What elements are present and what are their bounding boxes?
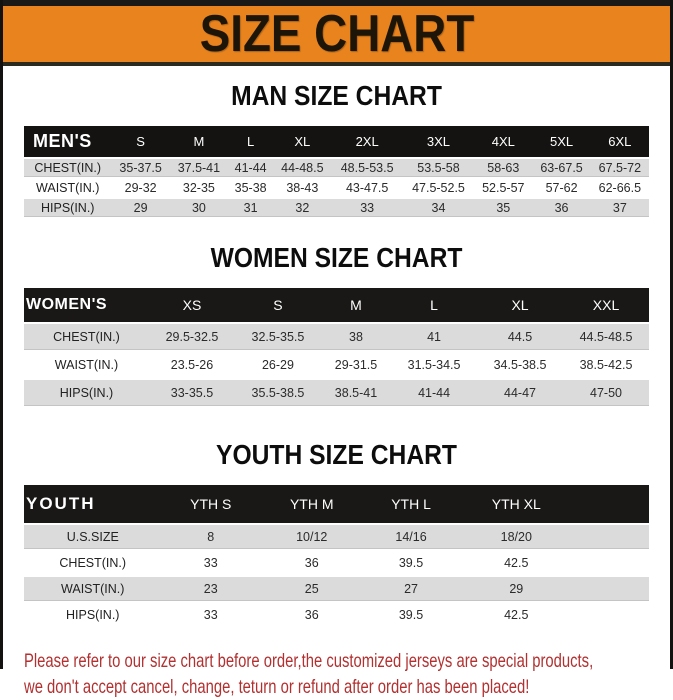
size-header-cell: XL [477,288,563,322]
measurement-value-cell: 33 [331,199,402,217]
row-filler-cell [574,577,649,601]
measurement-label-cell: U.S.SIZE [24,525,162,549]
measurement-label-cell: WAIST(IN.) [24,352,149,378]
measurement-value-cell: 38.5-42.5 [563,352,649,378]
size-header-cell: XL [273,126,331,157]
measurement-value-cell: 34.5-38.5 [477,352,563,378]
measurement-value-cell: 23.5-26 [149,352,235,378]
measurement-row [24,159,649,177]
measurement-value-cell: 44-48.5 [273,159,331,177]
measurement-value-cell: 31 [228,199,273,217]
measurement-value-cell: 41-44 [228,159,273,177]
size-header-cell: L [391,288,477,322]
measurement-value-cell: 36 [532,199,590,217]
measurement-label-cell: CHEST(IN.) [24,551,162,575]
man-size-section [24,80,649,219]
measurement-row [24,352,649,378]
size-header-cell: 4XL [474,126,532,157]
women-section-heading: WOMEN SIZE CHART [210,242,463,273]
measurement-value-cell: 33 [162,603,260,627]
measurement-value-cell: 48.5-53.5 [331,159,402,177]
man-section-heading: MAN SIZE CHART [231,80,442,111]
measurement-value-cell: 44.5-48.5 [563,324,649,350]
measurement-value-cell: 38.5-41 [321,380,391,406]
measurement-label-cell: CHEST(IN.) [24,324,149,350]
measurement-value-cell: 32.5-35.5 [235,324,321,350]
order-policy-line-1: Please refer to our size chart before order,the customized jerseys are special products, [24,650,594,672]
youth-size-section [24,439,649,629]
measurement-value-cell: 42.5 [459,551,574,575]
measurement-row [24,324,649,350]
measurement-value-cell: 35 [474,199,532,217]
measurement-label-cell: CHEST(IN.) [24,159,112,177]
measurement-value-cell: 35.5-38.5 [235,380,321,406]
table-title-cell: YOUTH [24,485,162,523]
measurement-value-cell: 53.5-58 [403,159,474,177]
measurement-label-cell: HIPS(IN.) [24,380,149,406]
measurement-row [24,199,649,217]
measurement-value-cell: 63-67.5 [532,159,590,177]
size-header-cell: XXL [563,288,649,322]
measurement-value-cell: 39.5 [363,551,458,575]
header-filler-cell [574,485,649,523]
measurement-label-cell: WAIST(IN.) [24,577,162,601]
measurement-value-cell: 58-63 [474,159,532,177]
measurement-value-cell: 30 [170,199,228,217]
page-title: SIZE CHART [199,5,474,63]
measurement-value-cell: 23 [162,577,260,601]
measurement-value-cell: 18/20 [459,525,574,549]
measurement-value-cell: 29 [112,199,170,217]
measurement-value-cell: 52.5-57 [474,179,532,197]
measurement-row [24,577,649,601]
size-header-cell: M [321,288,391,322]
table-title-cell: MEN'S [24,126,112,157]
measurement-value-cell: 43-47.5 [331,179,402,197]
measurement-value-cell: 29-32 [112,179,170,197]
measurement-value-cell: 47.5-52.5 [403,179,474,197]
size-table-header-row [24,288,649,322]
measurement-value-cell: 47-50 [563,380,649,406]
youth-size-table [24,483,649,629]
measurement-row [24,603,649,627]
measurement-value-cell: 26-29 [235,352,321,378]
measurement-value-cell: 42.5 [459,603,574,627]
measurement-value-cell: 44.5 [477,324,563,350]
measurement-value-cell: 36 [260,551,364,575]
measurement-value-cell: 31.5-34.5 [391,352,477,378]
size-header-cell: S [112,126,170,157]
measurement-value-cell: 10/12 [260,525,364,549]
measurement-value-cell: 37 [591,199,649,217]
size-header-cell: YTH L [363,485,458,523]
measurement-value-cell: 29 [459,577,574,601]
size-table-header-row [24,485,649,523]
order-policy-note [24,649,649,700]
size-header-cell: L [228,126,273,157]
measurement-value-cell: 29-31.5 [321,352,391,378]
measurement-label-cell: WAIST(IN.) [24,179,112,197]
measurement-value-cell: 41-44 [391,380,477,406]
measurement-label-cell: HIPS(IN.) [24,199,112,217]
size-header-cell: XS [149,288,235,322]
measurement-value-cell: 57-62 [532,179,590,197]
size-header-cell: 3XL [403,126,474,157]
measurement-value-cell: 25 [260,577,364,601]
row-filler-cell [574,551,649,575]
measurement-row [24,179,649,197]
measurement-value-cell: 39.5 [363,603,458,627]
measurement-value-cell: 29.5-32.5 [149,324,235,350]
measurement-value-cell: 8 [162,525,260,549]
measurement-value-cell: 62-66.5 [591,179,649,197]
measurement-value-cell: 37.5-41 [170,159,228,177]
size-header-cell: YTH S [162,485,260,523]
measurement-value-cell: 38-43 [273,179,331,197]
order-policy-line-2: we don't accept cancel, change, teturn or refund after order has been placed! [24,675,530,698]
measurement-value-cell: 27 [363,577,458,601]
measurement-row [24,525,649,549]
measurement-value-cell: 32-35 [170,179,228,197]
youth-section-heading: YOUTH SIZE CHART [216,439,457,470]
content-area [3,80,670,700]
table-title-cell: WOMEN'S [24,288,149,322]
title-banner [3,6,670,66]
man-size-table [24,124,649,219]
size-table-header-row [24,126,649,157]
row-filler-cell [574,525,649,549]
measurement-value-cell: 44-47 [477,380,563,406]
measurement-value-cell: 35-38 [228,179,273,197]
measurement-value-cell: 33 [162,551,260,575]
measurement-value-cell: 34 [403,199,474,217]
measurement-value-cell: 33-35.5 [149,380,235,406]
measurement-label-cell: HIPS(IN.) [24,603,162,627]
size-header-cell: 6XL [591,126,649,157]
women-size-section [24,242,649,408]
women-size-table [24,286,649,408]
measurement-value-cell: 35-37.5 [112,159,170,177]
size-header-cell: 2XL [331,126,402,157]
size-header-cell: S [235,288,321,322]
measurement-value-cell: 32 [273,199,331,217]
size-header-cell: YTH XL [459,485,574,523]
measurement-value-cell: 41 [391,324,477,350]
measurement-value-cell: 14/16 [363,525,458,549]
measurement-value-cell: 38 [321,324,391,350]
measurement-value-cell: 67.5-72 [591,159,649,177]
size-header-cell: M [170,126,228,157]
size-header-cell: YTH M [260,485,364,523]
measurement-row [24,551,649,575]
measurement-row [24,380,649,406]
size-header-cell: 5XL [532,126,590,157]
row-filler-cell [574,603,649,627]
measurement-value-cell: 36 [260,603,364,627]
